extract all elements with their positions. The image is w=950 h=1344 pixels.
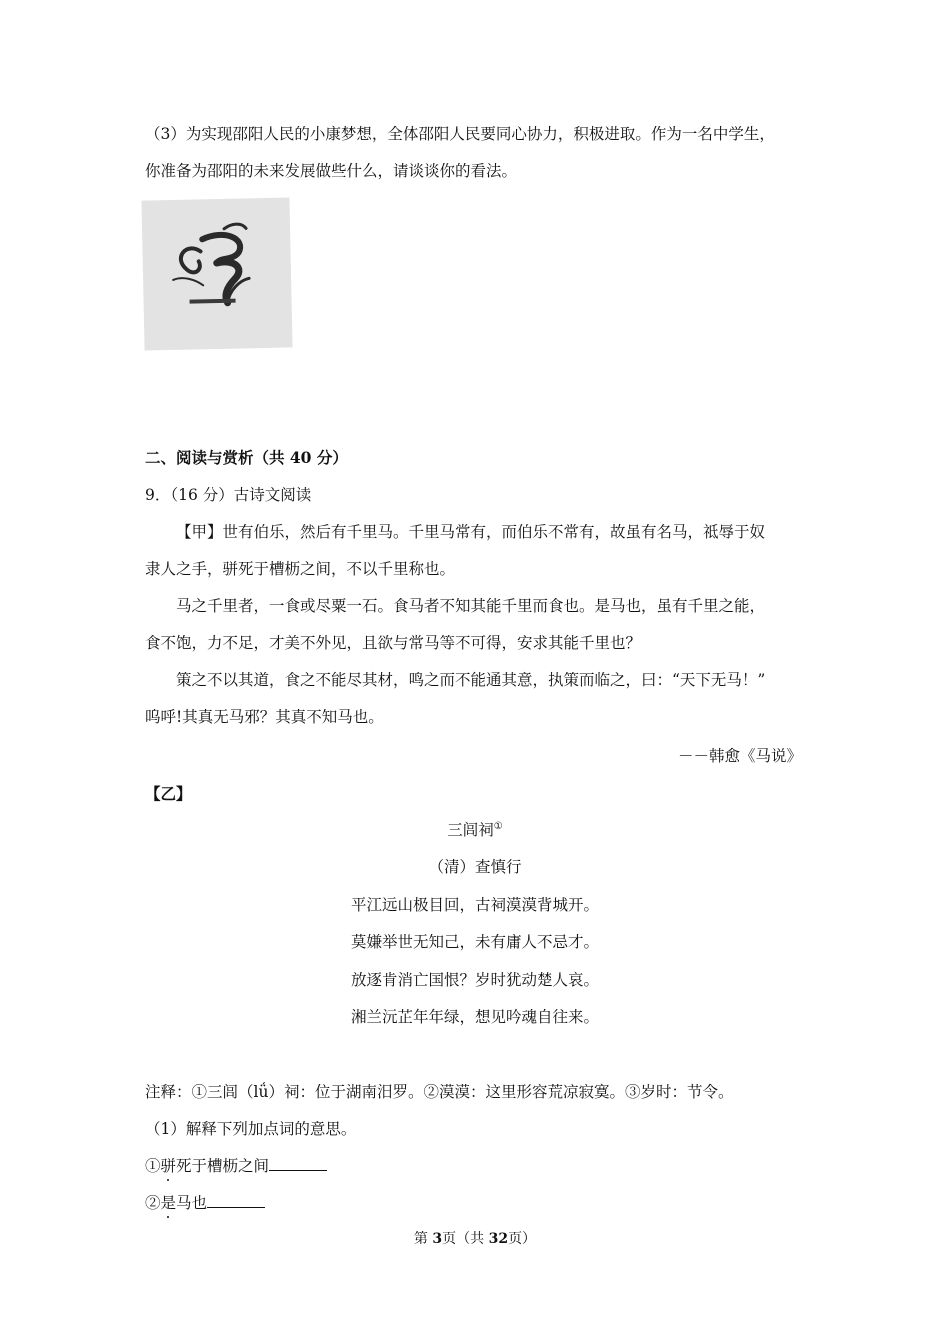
- footer-prefix: 第: [413, 1231, 433, 1247]
- hunan-13th-sports-games-logo-icon: [141, 197, 292, 350]
- hunan-sports-games-logo-image: [141, 197, 292, 350]
- poem-line-4: 湘兰沅芷年年绿，想见吟魂自往来。: [350, 1008, 599, 1026]
- jia-p3-line-1: 策之不以其道，食之不能尽其材，鸣之而不能通其意，执策而临之，曰：“天下无马！”: [176, 671, 766, 689]
- sub1-item-2-text: 马也: [176, 1194, 208, 1212]
- sub1-item-2: [145, 1193, 265, 1213]
- sub1-item-1-dotted-word: 骈: [160, 1157, 177, 1175]
- section-2-heading: 二、阅读与赏析（共 40 分）: [145, 448, 348, 467]
- sub1-item-2-answer-blank[interactable]: [207, 1193, 265, 1208]
- poem-line-1: 平江远山极目回，古祠漠漠背城开。: [350, 896, 599, 914]
- footer-total-pages: 32: [488, 1231, 509, 1247]
- footer-middle: 页（共: [442, 1231, 489, 1247]
- poem-title-note: ①: [493, 820, 503, 832]
- footer-page-number: 3: [432, 1231, 443, 1247]
- jia-p1-line-1: 【甲】世有伯乐，然后有千里马。千里马常有，而伯乐不常有，故虽有名马，祗辱于奴: [176, 523, 766, 541]
- jia-p3-line-2: 呜呼!其真无马邪？其真不知马也。: [145, 708, 384, 726]
- poem-title: 三闾祠: [447, 821, 494, 839]
- q3-line-1: （3）为实现邵阳人民的小康梦想，全体邵阳人民要同心协力，积极进取。作为一名中学生，: [145, 125, 775, 143]
- jia-p2-line-2: 食不饱，力不足，才美不外见，且欲与常马等不可得，安求其能千里也？: [145, 634, 642, 652]
- q3-line-2: 你准备为邵阳的未来发展做些什么，请谈谈你的看法。: [145, 162, 518, 180]
- q9-title: 9．（16 分）古诗文阅读: [145, 486, 312, 504]
- sub1-item-2-number: ②: [145, 1194, 161, 1212]
- sub1-item-1-answer-blank[interactable]: [269, 1156, 327, 1171]
- footer-suffix: 页）: [508, 1231, 537, 1247]
- poem-line-3: 放逐肯消亡国恨？岁时犹动楚人哀。: [350, 971, 599, 989]
- yi-label: 【乙】: [145, 784, 192, 803]
- poem-title-line: [0, 820, 950, 840]
- page-footer: [0, 1229, 950, 1249]
- sub1-item-1-number: ①: [145, 1157, 161, 1175]
- sub1-item-2-dotted-word: 是: [160, 1194, 177, 1212]
- sub1-item-1: [145, 1156, 327, 1176]
- poem-notes: 注释：①三闾（lǘ）祠：位于湖南汨罗。②漠漠：这里形容荒凉寂寞。③岁时：节令。: [145, 1083, 734, 1101]
- poem-line-2: 莫嫌举世无知己，未有庸人不忌才。: [350, 933, 599, 951]
- jia-attribution: －－韩愈《马说》: [677, 747, 802, 765]
- jia-p2-line-1: 马之千里者，一食或尽粟一石。食马者不知其能千里而食也。是马也，虽有千里之能，: [176, 597, 766, 615]
- sub1-item-1-text: 死于槽枥之间: [176, 1157, 270, 1175]
- poem-author: （清）查慎行: [428, 858, 522, 876]
- sub1-prompt: （1）解释下列加点词的意思。: [145, 1120, 357, 1138]
- jia-p1-line-2: 隶人之手，骈死于槽枥之间，不以千里称也。: [145, 560, 456, 578]
